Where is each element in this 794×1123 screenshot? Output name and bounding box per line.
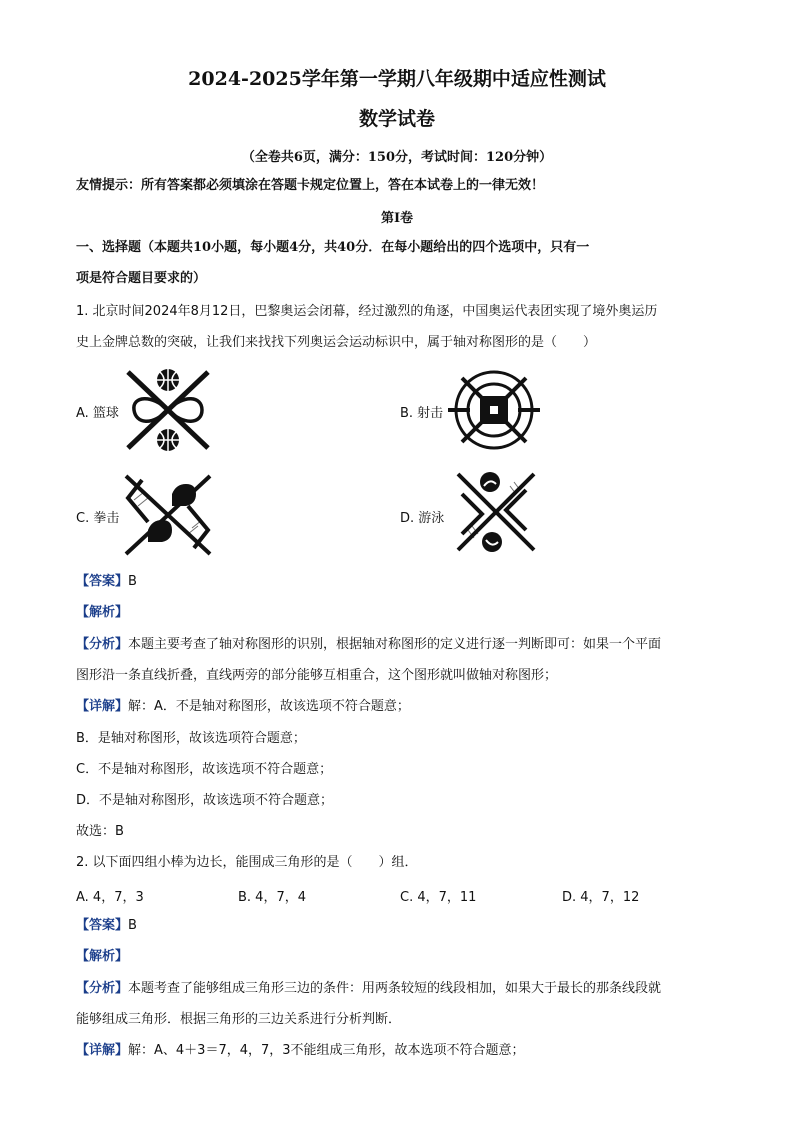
q1-detail-line2: B．是轴对称图形，故该选项符合题意； <box>76 731 306 746</box>
exam-subtitle: 数学试卷 <box>358 108 435 130</box>
q1-fenxi-line1 <box>76 636 726 654</box>
q1-option-c-label: C. 拳击 <box>76 511 120 526</box>
q1-detail-line1 <box>76 698 726 716</box>
q1-option-d-label: D. 游泳 <box>400 511 445 526</box>
shooting-target-icon <box>448 366 540 454</box>
detail-text: 解：A．不是轴对称图形，故该选项不符合题意； <box>128 699 410 714</box>
exam-title: 2024-2025学年第一学期八年级期中适应性测试 <box>188 68 606 90</box>
detail-tag: 【详解】 <box>76 1043 129 1058</box>
q2-choice-d: D. 4，7，12 <box>562 890 640 905</box>
q2-fenxi-line2: 能够组成三角形．根据三角形的三边关系进行分析判断． <box>76 1012 402 1027</box>
answer-tag: 【答案】 <box>76 918 129 933</box>
q1-analysis-tag <box>76 604 726 622</box>
answer-value: B <box>128 918 137 933</box>
q1-option-a-label: A. 篮球 <box>76 406 119 421</box>
q2-detail-line <box>76 1042 726 1060</box>
q1-detail-line5: 故选：B <box>76 824 124 839</box>
fenxi-tag: 【分析】 <box>76 637 129 652</box>
q2-stem: 2. 以下面四组小棒为边长，能围成三角形的是（ ）组． <box>76 855 418 870</box>
detail-text: 解：A、4＋3＝7，4，7，3不能组成三角形，故本选项不符合题意； <box>128 1043 525 1058</box>
analysis-tag: 【解析】 <box>76 605 129 620</box>
q1-stem-line2: 史上金牌总数的突破，让我们来找找下列奥运会运动标识中，属于轴对称图形的是（ ） <box>76 335 597 350</box>
q1-answer <box>76 573 726 591</box>
swimming-icon <box>448 468 540 556</box>
q1-detail-line4: D．不是轴对称图形，故该选项不符合题意； <box>76 793 334 808</box>
q2-choice-c: C. 4，7，11 <box>400 890 477 905</box>
q2-choice-a: A. 4，7，3 <box>76 890 144 905</box>
part-heading: 第Ⅰ卷 <box>380 211 414 226</box>
exam-notice: 友情提示：所有答案都必须填涂在答题卡规定位置上，答在本试卷上的一律无效！ <box>76 178 545 193</box>
q2-analysis-tag <box>76 948 726 966</box>
basketball-icon <box>122 366 214 454</box>
answer-value: B <box>128 574 137 589</box>
q1-option-b-label: B. 射击 <box>400 406 444 421</box>
exam-info: （全卷共6页，满分：150分，考试时间：120分钟） <box>241 150 553 165</box>
boxing-glove-icon <box>122 470 214 558</box>
q1-stem-line1: 1. 北京时间2024年8月12日，巴黎奥运会闭幕，经过激烈的角逐，中国奥运代表团实现了境外奥运历 <box>76 304 658 319</box>
analysis-tag: 【解析】 <box>76 949 129 964</box>
detail-tag: 【详解】 <box>76 699 129 714</box>
q2-answer <box>76 917 726 935</box>
answer-tag: 【答案】 <box>76 574 129 589</box>
fenxi-text: 本题主要考查了轴对称图形的识别，根据轴对称图形的定义进行逐一判断即可：如果一个平面 <box>128 637 662 652</box>
q1-detail-line3: C．不是轴对称图形，故该选项不符合题意； <box>76 762 333 777</box>
section-heading-line1: 一、选择题（本题共10小题，每小题4分，共40分．在每小题给出的四个选项中，只有一 <box>76 240 590 255</box>
fenxi-tag: 【分析】 <box>76 981 129 996</box>
q2-fenxi-line1 <box>76 980 726 998</box>
q2-choice-b: B. 4，7，4 <box>238 890 306 905</box>
section-heading-line2: 项是符合题目要求的） <box>76 271 207 286</box>
fenxi-text: 本题考查了能够组成三角形三边的条件：用两条较短的线段相加，如果大于最长的那条线段就 <box>128 981 662 996</box>
q1-fenxi-line2: 图形沿一条直线折叠，直线两旁的部分能够互相重合，这个图形就叫做轴对称图形； <box>76 668 558 683</box>
